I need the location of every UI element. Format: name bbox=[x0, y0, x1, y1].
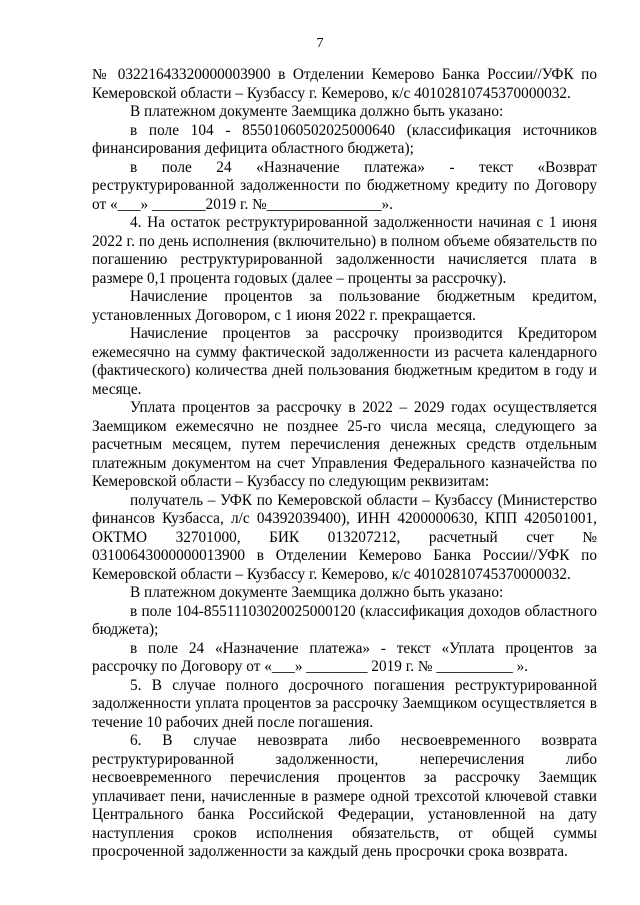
paragraph-field-104: в поле 104 - 85501060502025000640 (классификация источников финансирования дефицита областного бюджета); bbox=[92, 121, 597, 157]
clause-5: 5. В случае полного досрочного погашения реструктурированной задолженности уплата процентов за рассрочку Заемщиком осуществляется в течение 10 рабочих дней после погашения. bbox=[92, 676, 597, 731]
paragraph-field-24: в поле 24 «Назначение платежа» - текст «Возврат реструктурированной задолженности по бюджетному кредиту по Договору от «___» _______2019 г. №_______________». bbox=[92, 158, 597, 213]
paragraph-interest-cessation: Начисление процентов за пользование бюджетным кредитом, установленных Договором, с 1 июня 2022 г. прекращается. bbox=[92, 288, 597, 324]
paragraph-payment-doc-heading-2: В платежном документе Заемщика должно быть указано: bbox=[130, 584, 504, 601]
paragraph-payment-doc-heading: В платежном документе Заемщика должно быть указано: bbox=[130, 103, 504, 120]
paragraph-field-24-interest: в поле 24 «Назначение платежа» - текст «Уплата процентов за рассрочку по Договору от «___» ________ 2019 г. № __________ ». bbox=[92, 639, 597, 675]
paragraph-interest-payment: Уплата процентов за рассрочку в 2022 – 2029 годах осуществляется Заемщиком ежемесячно не позднее 25-го числа месяца, следующего за расчетным месяцем, путем перечисления денежных средств отдельным платежным документом на счет Управления Федерального казначейства по Кемеровской области – Кузбассу по следующим реквизитам: bbox=[92, 399, 597, 490]
clause-6: 6. В случае невозврата либо несвоевременного возврата реструктурированной задолженности, неперечисления либо несвоевременного перечисления процентов за рассрочку Заемщик уплачивает пени, начисленные в размере одной трехсотой ключевой ставки Центрального банка Российской Федерации, установленной на дату наступления сроков исполнения обязательств, от общей суммы просроченной задолженности за каждый день просрочки срока возврата. bbox=[92, 732, 597, 860]
paragraph-field-104-income: в поле 104-85511103020025000120 (классификация доходов областного бюджета); bbox=[92, 602, 597, 638]
paragraph-recipient-details: получатель – УФК по Кемеровской области – Кузбассу (Министерство финансов Кузбасса, л/с 04392039400), ИНН 4200000630, КПП 420501001, ОКТМО 32701000, БИК 013207212, расчетный счет № 03100643000000013900 в Отделении Кемерово Банка России//УФК по Кемеровской области – Кузбассу г. Кемерово, к/с 40102810745370000032. bbox=[92, 491, 597, 583]
paragraph-interest-accrual: Начисление процентов за рассрочку производится Кредитором ежемесячно на сумму фактической задолженности из расчета календарного (фактического) количества дней пользования бюджетным кредитом в году и месяце. bbox=[92, 325, 597, 398]
paragraph-account-details: № 03221643320000003900 в Отделении Кемерово Банка России//УФК по Кемеровской области – Кузбассу г. Кемерово, к/с 40102810745370000032. bbox=[92, 66, 597, 102]
page-number: 7 bbox=[316, 36, 324, 51]
document-body bbox=[92, 66, 597, 862]
clause-4: 4. На остаток реструктурированной задолженности начиная с 1 июня 2022 г. по день исполнения (включительно) в полном объеме обязательств по погашению реструктурированной задолженности начисляется плата в размере 0,1 процента годовых (далее – проценты за рассрочку). bbox=[92, 214, 597, 287]
